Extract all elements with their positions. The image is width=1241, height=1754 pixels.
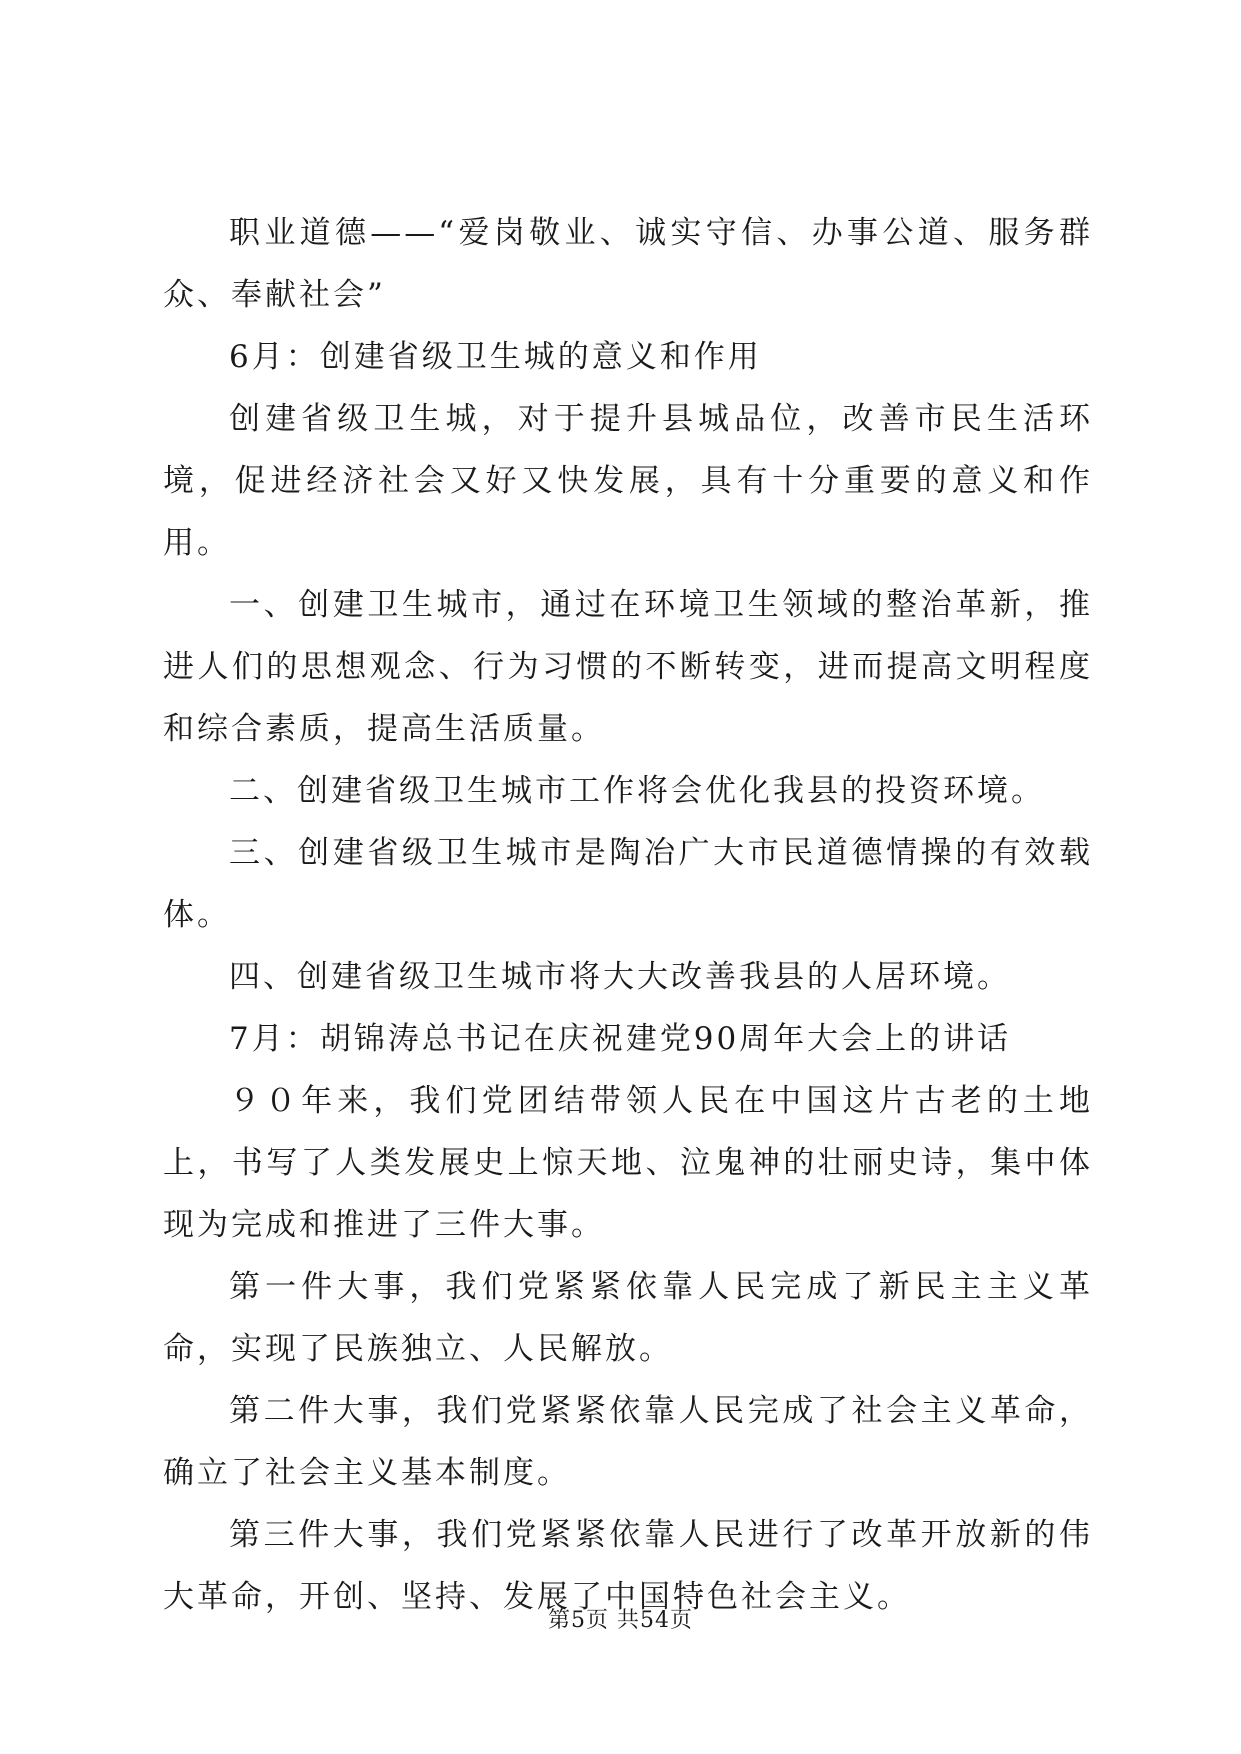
heading-june: 6月：创建省级卫生城的意义和作用 [229,339,762,375]
paragraph-point-3: 三、创建省级卫生城市是陶冶广大市民道德情操的有效载体。 [163,835,1093,933]
paragraph-third-event: 第三件大事，我们党紧紧依靠人民进行了改革开放新的伟大革命，开创、坚持、发展了中国特色社会主义。 [163,1517,1093,1615]
paragraph-professional-ethics: 职业道德——“爱岗敬业、诚实守信、办事公道、服务群众、奉献社会” [163,215,1093,313]
page-number-footer: 第5页 共54页 [548,1608,693,1633]
paragraph-point-1: 一、创建卫生城市，通过在环境卫生领域的整治革新，推进人们的思想观念、行为习惯的不断转变，进而提高文明程度和综合素质，提高生活质量。 [163,587,1093,747]
paragraph-90-years: ９０年来，我们党团结带领人民在中国这片古老的土地上，书写了人类发展史上惊天地、泣鬼神的壮丽史诗，集中体现为完成和推进了三件大事。 [163,1083,1093,1243]
paragraph-point-4: 四、创建省级卫生城市将大大改善我县的人居环境。 [229,959,1011,995]
paragraph-intro: 创建省级卫生城，对于提升县城品位，改善市民生活环境，促进经济社会又好又快发展，具有十分重要的意义和作用。 [163,401,1093,561]
paragraph-second-event: 第二件大事，我们党紧紧依靠人民完成了社会主义革命，确立了社会主义基本制度。 [163,1393,1093,1491]
heading-july: 7月：胡锦涛总书记在庆祝建党90周年大会上的讲话 [229,1021,1012,1057]
paragraph-first-event: 第一件大事，我们党紧紧依靠人民完成了新民主主义革命，实现了民族独立、人民解放。 [163,1269,1093,1367]
paragraph-point-2: 二、创建省级卫生城市工作将会优化我县的投资环境。 [229,773,1045,809]
document-body [163,202,1093,1628]
